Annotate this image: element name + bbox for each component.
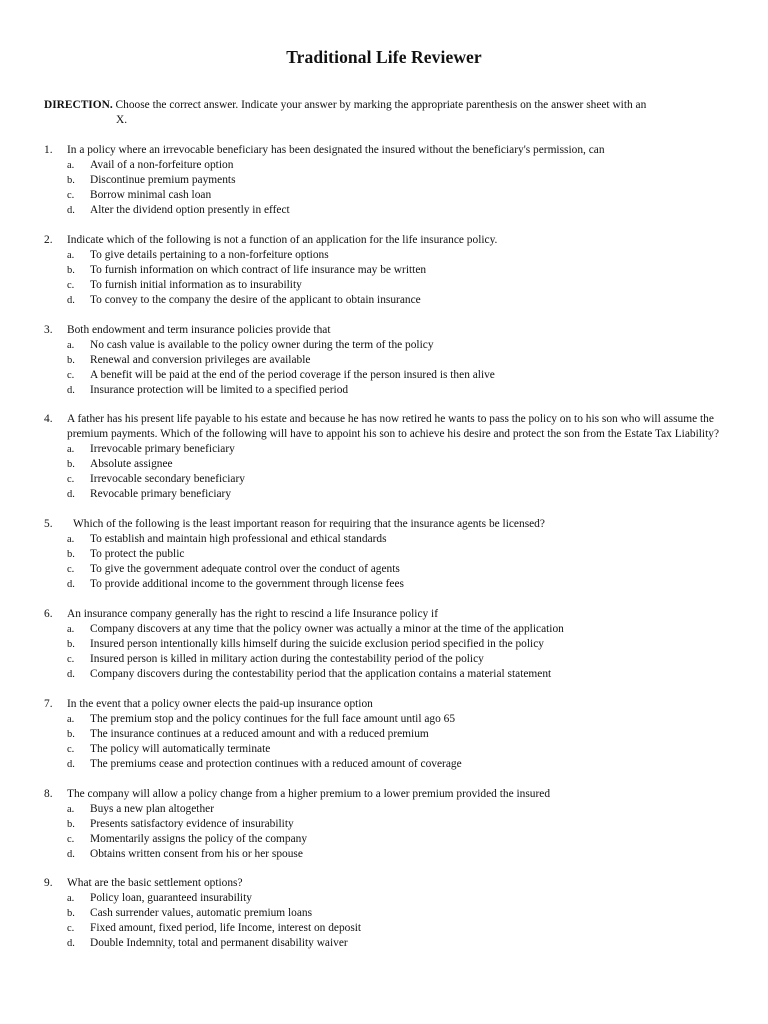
- option-letter: b.: [67, 638, 75, 650]
- answer-option: [44, 637, 734, 652]
- question-text: A father has his present life payable to his estate and because he has now retired he wants to pass the policy on to his son who will assume the premium payments. Which of the following will have to appoint his son to achieve his desire and protect the son from the Estate Tax Liability?: [67, 413, 720, 441]
- option-text: Policy loan, guaranteed insurability: [90, 892, 252, 905]
- question-number: 3.: [44, 323, 53, 336]
- option-letter: d.: [67, 294, 75, 306]
- option-text: Avail of a non-forfeiture option: [90, 159, 234, 171]
- question-text: In the event that a policy owner elects the paid-up insurance option: [67, 697, 373, 710]
- option-text: Insured person is killed in military action during the contestability period of the policy: [90, 652, 484, 665]
- question-number: 1.: [44, 144, 53, 156]
- answer-option: [44, 667, 734, 682]
- option-text: Fixed amount, fixed period, life Income, interest on deposit: [90, 922, 362, 935]
- answer-option: [44, 293, 734, 308]
- option-letter: b.: [67, 908, 75, 920]
- answer-option: [44, 757, 734, 772]
- question-row: [44, 876, 734, 891]
- question-item: [44, 876, 734, 951]
- question-number: 4.: [44, 413, 53, 426]
- option-letter: a.: [67, 803, 75, 815]
- option-text: To furnish initial information as to insurability: [90, 278, 302, 291]
- option-letter: c.: [67, 923, 75, 935]
- option-text: Double Indemnity, total and permanent disability waiver: [90, 937, 348, 950]
- option-letter: c.: [67, 279, 75, 291]
- answer-option: [44, 652, 734, 667]
- question-row: [44, 323, 734, 338]
- question-text: Which of the following is the least important reason for requiring that the insurance agents be licensed?: [73, 518, 545, 531]
- option-text: To furnish information on which contract of life insurance may be written: [90, 263, 427, 276]
- option-text: Irrevocable secondary beneficiary: [90, 473, 245, 486]
- option-letter: d.: [67, 205, 75, 216]
- question-item: [44, 233, 734, 308]
- option-text: To establish and maintain high professional and ethical standards: [90, 533, 387, 546]
- question-item: [44, 323, 734, 398]
- answer-option: [44, 742, 734, 757]
- option-text: Presents satisfactory evidence of insurability: [90, 817, 294, 830]
- question-text: Indicate which of the following is not a function of an application for the life insurance policy.: [67, 233, 498, 246]
- question-list: [44, 143, 734, 966]
- question-text: What are the basic settlement options?: [67, 877, 243, 890]
- option-letter: d.: [67, 579, 75, 591]
- option-letter: a.: [67, 534, 75, 546]
- option-letter: c.: [67, 474, 75, 486]
- question-item: [44, 787, 734, 862]
- option-letter: d.: [67, 668, 75, 680]
- option-letter: d.: [67, 489, 75, 501]
- answer-option: [44, 817, 734, 832]
- option-letter: b.: [67, 818, 75, 830]
- answer-option: [44, 622, 734, 637]
- option-text: No cash value is available to the policy owner during the term of the policy: [90, 338, 434, 351]
- option-text: Company discovers during the contestability period that the application contains a material statement: [90, 667, 552, 680]
- option-text: The premiums cease and protection continues with a reduced amount of coverage: [90, 757, 462, 770]
- option-text: The premium stop and the policy continues for the full face amount until ago 65: [90, 712, 456, 725]
- answer-option: [44, 368, 734, 383]
- page-title: Traditional Life Reviewer: [286, 47, 482, 67]
- option-letter: a.: [67, 893, 75, 905]
- question-text: An insurance company generally has the right to rescind a life Insurance policy if: [67, 607, 439, 620]
- direction-paragraph: [44, 98, 734, 128]
- option-letter: b.: [67, 175, 75, 186]
- option-letter: d.: [67, 938, 75, 950]
- option-text: Insured person intentionally kills himself during the suicide exclusion period specified in the policy: [90, 637, 544, 650]
- question-item: [44, 412, 734, 502]
- question-number: 5.: [44, 518, 53, 531]
- option-letter: a.: [67, 444, 75, 456]
- option-text: Cash surrender values, automatic premium loans: [90, 907, 313, 920]
- answer-option: [44, 472, 734, 487]
- answer-option: [44, 562, 734, 577]
- question-row: [44, 607, 734, 622]
- option-text: Irrevocable primary beneficiary: [90, 443, 235, 456]
- direction-text: Choose the correct answer. Indicate your answer by marking the appropriate parenthesis on the answer sheet with an: [115, 99, 647, 111]
- answer-option: [44, 173, 734, 188]
- option-text: Discontinue premium payments: [90, 174, 236, 186]
- answer-option: [44, 532, 734, 547]
- question-row: [44, 787, 734, 802]
- option-text: Renewal and conversion privileges are available: [90, 353, 311, 366]
- option-text: Revocable primary beneficiary: [90, 488, 232, 501]
- question-text: Both endowment and term insurance policies provide that: [67, 323, 331, 336]
- question-number: 8.: [44, 787, 53, 800]
- option-text: To provide additional income to the government through license fees: [90, 578, 404, 591]
- question-row: [44, 233, 734, 248]
- question-row: [44, 412, 734, 442]
- option-letter: a.: [67, 249, 75, 261]
- answer-option: [44, 547, 734, 562]
- option-letter: c.: [67, 833, 75, 845]
- option-text: To convey to the company the desire of the applicant to obtain insurance: [90, 293, 421, 306]
- option-letter: a.: [67, 339, 75, 351]
- option-text: Insurance protection will be limited to a specified period: [90, 383, 349, 396]
- question-text: The company will allow a policy change from a higher premium to a lower premium provided the insured: [67, 787, 551, 800]
- answer-option: [44, 457, 734, 472]
- option-text: Company discovers at any time that the policy owner was actually a minor at the time of the application: [90, 622, 564, 635]
- answer-option: [44, 577, 734, 592]
- question-item: [44, 143, 734, 218]
- option-letter: b.: [67, 459, 75, 471]
- option-letter: d.: [67, 758, 75, 770]
- direction-continuation: X.: [116, 114, 128, 126]
- option-letter: c.: [67, 653, 75, 665]
- option-text: A benefit will be paid at the end of the period coverage if the person insured is then alive: [90, 368, 495, 381]
- answer-option: [44, 906, 734, 921]
- answer-option: [44, 278, 734, 293]
- answer-option: [44, 263, 734, 278]
- option-letter: a.: [67, 160, 75, 171]
- answer-option: [44, 203, 734, 218]
- option-letter: b.: [67, 264, 75, 276]
- question-item: [44, 697, 734, 772]
- question-number: 9.: [44, 877, 53, 890]
- option-letter: a.: [67, 623, 75, 635]
- answer-option: [44, 847, 734, 862]
- option-text: To give details pertaining to a non-forfeiture options: [90, 248, 329, 261]
- option-letter: c.: [67, 743, 75, 755]
- option-text: Alter the dividend option presently in effect: [90, 204, 290, 216]
- option-letter: c.: [67, 190, 75, 201]
- option-text: Buys a new plan altogether: [90, 802, 214, 815]
- answer-option: [44, 936, 734, 951]
- answer-option: [44, 248, 734, 263]
- option-text: To protect the public: [90, 548, 185, 561]
- question-item: [44, 607, 734, 682]
- option-letter: b.: [67, 354, 75, 366]
- option-letter: c.: [67, 564, 75, 576]
- answer-option: [44, 921, 734, 936]
- option-letter: d.: [67, 848, 75, 860]
- question-number: 2.: [44, 233, 53, 246]
- answer-option: [44, 802, 734, 817]
- option-text: The insurance continues at a reduced amount and with a reduced premium: [90, 727, 429, 740]
- option-text: Momentarily assigns the policy of the company: [90, 832, 308, 845]
- option-text: Absolute assignee: [90, 458, 173, 471]
- option-text: To give the government adequate control over the conduct of agents: [90, 563, 400, 576]
- question-item: [44, 517, 734, 592]
- direction-label: DIRECTION.: [44, 99, 113, 111]
- question-row: [44, 517, 734, 532]
- answer-option: [44, 727, 734, 742]
- question-number: 7.: [44, 697, 53, 710]
- answer-option: [44, 832, 734, 847]
- option-letter: b.: [67, 549, 75, 561]
- option-text: Borrow minimal cash loan: [90, 189, 212, 201]
- question-number: 6.: [44, 607, 53, 620]
- option-letter: d.: [67, 384, 75, 396]
- option-text: Obtains written consent from his or her spouse: [90, 847, 303, 860]
- answer-option: [44, 712, 734, 727]
- option-letter: b.: [67, 728, 75, 740]
- answer-option: [44, 487, 734, 502]
- answer-option: [44, 383, 734, 398]
- option-letter: a.: [67, 713, 75, 725]
- answer-option: [44, 442, 734, 457]
- answer-option: [44, 158, 734, 173]
- option-text: The policy will automatically terminate: [90, 742, 271, 755]
- answer-option: [44, 353, 734, 368]
- option-letter: c.: [67, 369, 75, 381]
- question-row: [44, 143, 734, 158]
- answer-option: [44, 338, 734, 353]
- question-row: [44, 697, 734, 712]
- question-text: In a policy where an irrevocable beneficiary has been designated the insured without the beneficiary's permission, can: [67, 144, 605, 156]
- answer-option: [44, 891, 734, 906]
- answer-option: [44, 188, 734, 203]
